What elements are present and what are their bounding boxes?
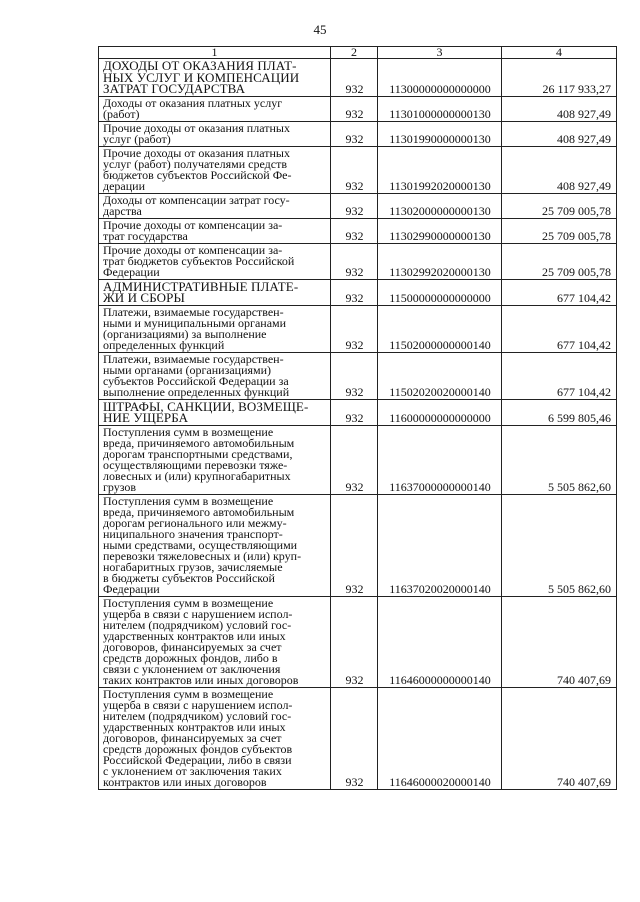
column-header-4: 4 <box>502 47 617 59</box>
income-name: Поступления сумм в возмещение вреда, причиняемого автомобильным дорогам регионального или межму- ниципального значения транспорт- ными средствами, осуществляющими перевозки тяжеловесных и (или) круп- ногабаритных грузов, зачисляемые в бюджеты субъектов Российской Федерации <box>99 494 331 596</box>
amount: 6 599 805,46 <box>502 399 617 425</box>
table-row <box>99 193 617 218</box>
amount: 408 927,49 <box>502 146 617 193</box>
administrator-code: 932 <box>331 687 378 789</box>
budget-classification-code: 11646000000000140 <box>378 596 502 687</box>
income-name: ШТРАФЫ, САНКЦИИ, ВОЗМЕЩЕ- НИЕ УЩЕРБА <box>99 399 331 425</box>
budget-classification-code: 11300000000000000 <box>378 59 502 97</box>
amount: 677 104,42 <box>502 352 617 399</box>
administrator-code: 932 <box>331 59 378 97</box>
budget-classification-code: 11502020020000140 <box>378 352 502 399</box>
table-row <box>99 279 617 305</box>
administrator-code: 932 <box>331 596 378 687</box>
column-header-2: 2 <box>331 47 378 59</box>
budget-classification-code: 11302990000000130 <box>378 218 502 243</box>
income-name: Поступления сумм в возмещение ущерба в связи с нарушением испол- нителем (подрядчиком) условий гос- ударственных контрактов или иных договоров, финансируемых за счет средств дорожных фондов, либо в связи с уклонением от заключения таких контрактов или иных договоров <box>99 596 331 687</box>
table-row <box>99 687 617 789</box>
income-name: ДОХОДЫ ОТ ОКАЗАНИЯ ПЛАТ- НЫХ УСЛУГ И КОМПЕНСАЦИИ ЗАТРАТ ГОСУДАРСТВА <box>99 59 331 97</box>
administrator-code: 932 <box>331 193 378 218</box>
income-name: АДМИНИСТРАТИВНЫЕ ПЛАТЕ- ЖИ И СБОРЫ <box>99 279 331 305</box>
budget-classification-code: 11646000020000140 <box>378 687 502 789</box>
income-name: Платежи, взимаемые государствен- ными органами (организациями) субъектов Российской Федерации за выполнение определенных функций <box>99 352 331 399</box>
administrator-code: 932 <box>331 243 378 279</box>
amount: 677 104,42 <box>502 305 617 352</box>
income-name: Прочие доходы от оказания платных услуг (работ) получателями средств бюджетов субъектов Российской Фе- дерации <box>99 146 331 193</box>
budget-classification-code: 11302992020000130 <box>378 243 502 279</box>
income-name: Платежи, взимаемые государствен- ными и муниципальными органами (организациями) за выполнение определенных функций <box>99 305 331 352</box>
budget-classification-code: 11500000000000000 <box>378 279 502 305</box>
table-row <box>99 305 617 352</box>
income-name: Доходы от оказания платных услуг (работ) <box>99 96 331 121</box>
table-row <box>99 243 617 279</box>
administrator-code: 932 <box>331 121 378 146</box>
administrator-code: 932 <box>331 352 378 399</box>
amount: 26 117 933,27 <box>502 59 617 97</box>
table-row <box>99 399 617 425</box>
amount: 740 407,69 <box>502 687 617 789</box>
budget-classification-code: 11637020020000140 <box>378 494 502 596</box>
budget-classification-code: 11600000000000000 <box>378 399 502 425</box>
income-name: Поступления сумм в возмещение ущерба в связи с нарушением испол- нителем (подрядчиком) условий гос- ударственных контрактов или иных договоров, финансируемых за счет средств дорожных фондов субъектов Российской Федерации, либо в связи с уклонением от заключения таких контрактов или иных договоров <box>99 687 331 789</box>
amount: 25 709 005,78 <box>502 193 617 218</box>
budget-classification-code: 11502000000000140 <box>378 305 502 352</box>
table-row <box>99 596 617 687</box>
budget-classification-code: 11301992020000130 <box>378 146 502 193</box>
amount: 408 927,49 <box>502 96 617 121</box>
revenue-table <box>98 46 617 790</box>
administrator-code: 932 <box>331 305 378 352</box>
amount: 408 927,49 <box>502 121 617 146</box>
amount: 25 709 005,78 <box>502 218 617 243</box>
administrator-code: 932 <box>331 425 378 494</box>
administrator-code: 932 <box>331 399 378 425</box>
table-row <box>99 218 617 243</box>
amount: 25 709 005,78 <box>502 243 617 279</box>
column-header-1: 1 <box>99 47 331 59</box>
administrator-code: 932 <box>331 218 378 243</box>
table-row <box>99 146 617 193</box>
table-row <box>99 494 617 596</box>
administrator-code: 932 <box>331 96 378 121</box>
administrator-code: 932 <box>331 146 378 193</box>
budget-classification-code: 11301990000000130 <box>378 121 502 146</box>
table-row <box>99 121 617 146</box>
amount: 740 407,69 <box>502 596 617 687</box>
income-name: Прочие доходы от оказания платных услуг (работ) <box>99 121 331 146</box>
budget-classification-code: 11637000000000140 <box>378 425 502 494</box>
table-row <box>99 425 617 494</box>
table-row <box>99 352 617 399</box>
income-name: Прочие доходы от компенсации за- трат государства <box>99 218 331 243</box>
income-name: Поступления сумм в возмещение вреда, причиняемого автомобильным дорогам транспортными средствами, осуществляющими перевозки тяже- ловесных и (или) крупногабаритных грузов <box>99 425 331 494</box>
table-row <box>99 96 617 121</box>
income-name: Прочие доходы от компенсации за- трат бюджетов субъектов Российской Федерации <box>99 243 331 279</box>
table-row <box>99 59 617 97</box>
amount: 5 505 862,60 <box>502 494 617 596</box>
header-row <box>99 47 617 59</box>
page-number: 45 <box>313 22 327 37</box>
amount: 677 104,42 <box>502 279 617 305</box>
column-header-3: 3 <box>378 47 502 59</box>
budget-classification-code: 11302000000000130 <box>378 193 502 218</box>
budget-classification-code: 11301000000000130 <box>378 96 502 121</box>
income-name: Доходы от компенсации затрат госу- дарства <box>99 193 331 218</box>
amount: 5 505 862,60 <box>502 425 617 494</box>
administrator-code: 932 <box>331 279 378 305</box>
administrator-code: 932 <box>331 494 378 596</box>
